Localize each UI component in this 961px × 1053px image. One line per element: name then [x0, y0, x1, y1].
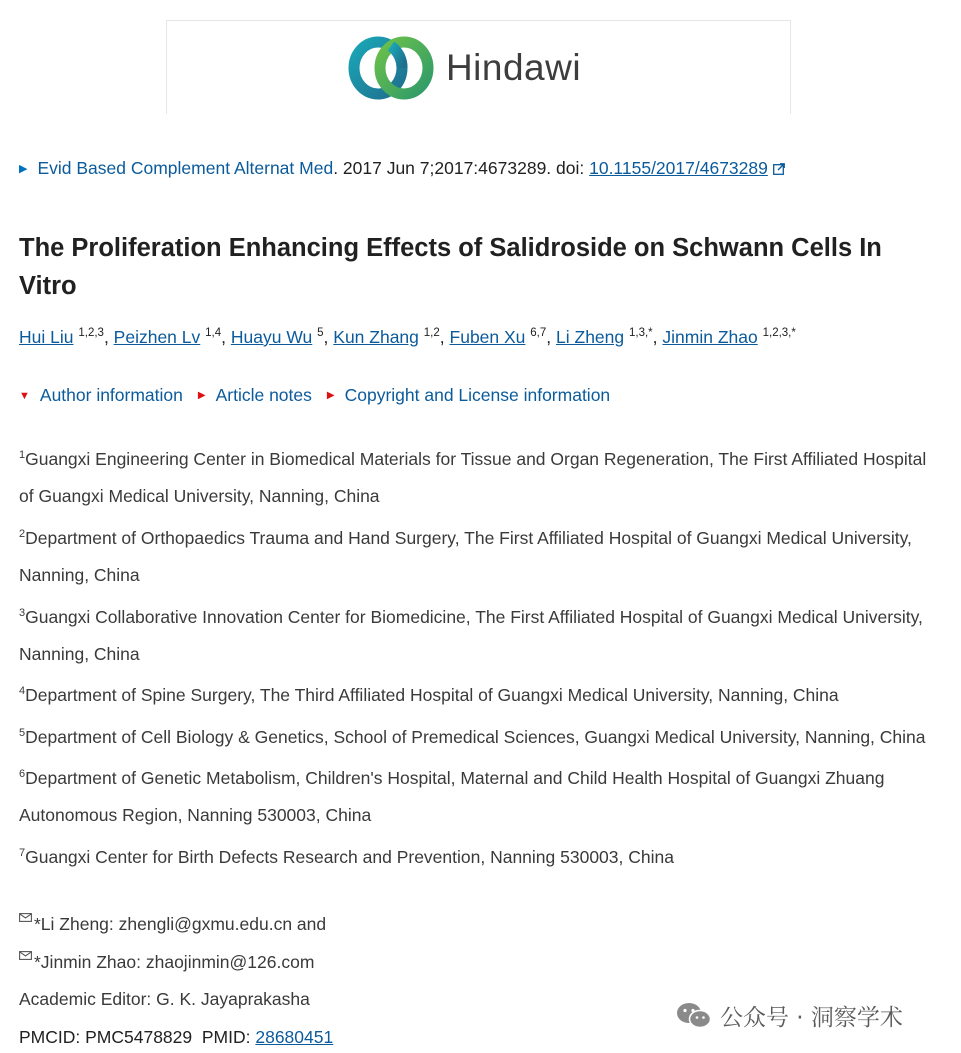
- author-link[interactable]: Jinmin Zhao: [662, 327, 758, 347]
- affiliation-text: Department of Genetic Metabolism, Children's Hospital, Maternal and Child Health Hospital of Guangxi Zhuang Autonomous Region, Nanning 530003, China: [19, 767, 885, 826]
- affiliation-number: 7: [19, 846, 26, 859]
- author-affil-sup: 6,7: [530, 327, 547, 340]
- affiliation-item: [19, 516, 939, 595]
- toggle-label[interactable]: Author information: [39, 385, 183, 405]
- author-list: Hui Liu $^{1,2,3}$, Peizhen Lv $^{1,4}$, Huayu Wu $^5$, Kun Zhang $^{1,2}$, Fuben Xu $^{6,7}$, Li Zheng $^{1,3,*}$, Jinmin Zhao $^{1,2,3,*}$: [19, 327, 796, 347]
- affiliation-number: 3: [19, 606, 26, 619]
- triangle-right-icon: ▶: [326, 390, 335, 401]
- publisher-name: Hindawi: [445, 46, 582, 88]
- toggle-label[interactable]: Copyright and License information: [344, 385, 611, 405]
- affiliation-text: Guangxi Collaborative Innovation Center for Biomedicine, The First Affiliated Hospital of Guangxi Medical University, Nanning, China: [19, 606, 923, 664]
- affiliation-number: 5: [19, 726, 26, 739]
- contact-suffix: and: [292, 914, 327, 934]
- author-link[interactable]: Hui Liu: [19, 327, 74, 347]
- academic-editor: Academic Editor: G. K. Jayaprakasha: [19, 989, 310, 1009]
- contact-name: *Jinmin Zhao:: [34, 951, 146, 972]
- expand-triangle-icon: ▶: [19, 163, 28, 175]
- author-link[interactable]: Peizhen Lv: [113, 327, 201, 347]
- affiliations-list: [19, 437, 939, 876]
- pmid-label: PMID:: [201, 1026, 256, 1047]
- affiliation-number: 6: [19, 768, 26, 781]
- affiliation-item: [19, 715, 939, 756]
- contact-name: *Li Zheng:: [34, 914, 119, 934]
- affiliation-number: 4: [19, 685, 26, 698]
- affiliation-item: [19, 595, 939, 674]
- triangle-down-icon: ▼: [19, 389, 30, 402]
- journal-link[interactable]: Evid Based Complement Alternat Med: [37, 158, 334, 178]
- author-affil-sup: 1,3,*: [629, 327, 653, 340]
- publisher-logo-banner: [166, 20, 791, 114]
- triangle-right-icon: ▶: [197, 390, 206, 401]
- author-link[interactable]: Li Zheng: [556, 327, 625, 347]
- citation-line: [19, 158, 785, 179]
- author-affil-sup: 1,2,3: [78, 327, 104, 340]
- article-info-toggles: [19, 385, 625, 406]
- pmid-link[interactable]: 28680451: [255, 1026, 334, 1047]
- author-link[interactable]: Kun Zhang: [333, 327, 419, 347]
- envelope-icon: [19, 913, 32, 922]
- affiliation-text: Department of Spine Surgery, The Third Affiliated Hospital of Guangxi Medical University, Nanning, China: [25, 685, 839, 706]
- author-link[interactable]: Huayu Wu: [230, 327, 313, 347]
- author-affil-sup: 1,2,3,*: [762, 327, 796, 340]
- affiliation-text: Department of Cell Biology & Genetics, School of Premedical Sciences, Guangxi Medical University, Nanning, China: [25, 726, 926, 747]
- watermark-text: 公众号 · 洞察学术: [720, 1005, 903, 1031]
- wechat-watermark: [676, 999, 903, 1032]
- pmcid: PMCID: PMC5478829: [19, 1026, 193, 1047]
- contact-email[interactable]: zhengli@gxmu.edu.cn: [118, 914, 293, 934]
- toggle-author-information[interactable]: [19, 385, 183, 406]
- contact-line: [19, 906, 333, 944]
- affiliation-item: [19, 756, 939, 835]
- affiliation-text: Guangxi Center for Birth Defects Research and Prevention, Nanning 530003, China: [25, 846, 674, 867]
- citation-details: . 2017 Jun 7;2017:4673289. doi:: [333, 158, 590, 178]
- author-affil-sup: 1,4: [205, 327, 222, 340]
- toggle-copyright-license[interactable]: [327, 385, 610, 406]
- contact-email[interactable]: zhaojinmin@126.com: [145, 951, 315, 972]
- envelope-icon: [19, 951, 32, 960]
- external-link-icon[interactable]: [773, 163, 785, 175]
- correspondence-block: [19, 906, 333, 1053]
- doi-link[interactable]: 10.1155/2017/4673289: [589, 158, 768, 178]
- affiliation-number: 2: [19, 527, 26, 540]
- toggle-label[interactable]: Article notes: [215, 385, 312, 405]
- toggle-article-notes[interactable]: [198, 385, 312, 406]
- article-title: The Proliferation Enhancing Effects of Salidroside on Schwann Cells In Vitro: [19, 234, 882, 300]
- article-identifiers: [19, 1019, 333, 1053]
- affiliation-text: Department of Orthopaedics Trauma and Hand Surgery, The First Affiliated Hospital of Guangxi Medical University, Nanning, China: [19, 527, 912, 586]
- affiliation-text: Guangxi Engineering Center in Biomedical Materials for Tissue and Organ Regeneration, The First Affiliated Hospital of Guangxi Medical University, Nanning, China: [19, 448, 927, 507]
- author-link[interactable]: Fuben Xu: [449, 327, 526, 347]
- hindawi-rings-icon: [346, 34, 438, 102]
- contact-line: [19, 944, 333, 982]
- author-affil-sup: 1,2: [423, 327, 440, 340]
- affiliation-item: [19, 673, 939, 714]
- affiliation-number: 1: [19, 449, 26, 461]
- wechat-icon: [676, 1002, 712, 1030]
- author-affil-sup: 5: [317, 327, 324, 340]
- affiliation-item: [19, 835, 939, 876]
- affiliation-item: [19, 437, 939, 516]
